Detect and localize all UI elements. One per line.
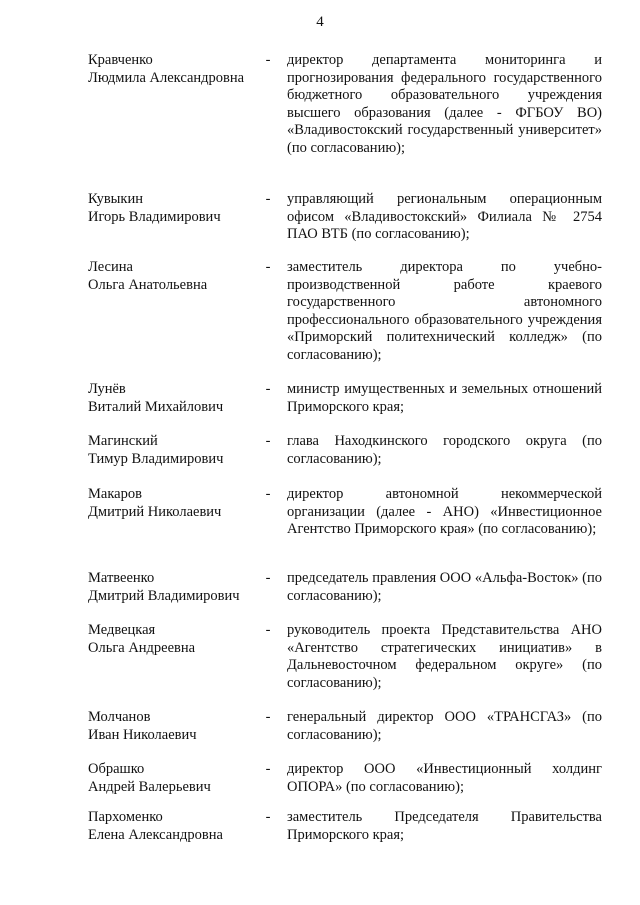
member-position: глава Находкинского городского округа (по согласованию);	[287, 433, 602, 467]
member-dash: -	[265, 570, 271, 586]
member-given-names: Дмитрий Владимирович	[88, 587, 240, 604]
member-name	[88, 259, 258, 294]
member-dash: -	[265, 622, 271, 638]
member-position: управляющий региональным операционным офисом «Владивостокский» Филиала № 2754 ПАО ВТБ (по согласованию);	[287, 191, 602, 242]
member-surname: Молчанов	[88, 709, 151, 725]
member-surname: Пархоменко	[88, 809, 163, 825]
member-dash: -	[265, 486, 271, 502]
member-given-names: Ольга Анатольевна	[88, 276, 208, 293]
member-name	[88, 709, 258, 744]
member-name	[88, 52, 258, 87]
member-name	[88, 381, 258, 416]
member-name	[88, 622, 258, 657]
member-given-names: Людмила Александровна	[88, 69, 245, 86]
member-surname: Магинский	[88, 433, 158, 449]
member-name	[88, 761, 258, 796]
member-position: генеральный директор ООО «ТРАНСГАЗ» (по согласованию);	[287, 709, 602, 743]
member-given-names: Иван Николаевич	[88, 726, 197, 743]
member-name	[88, 570, 258, 605]
member-position: директор автономной некоммерческой организации (далее - АНО) «Инвестиционное Агентство Приморского края» (по согласованию);	[287, 486, 602, 537]
member-name	[88, 433, 258, 468]
member-given-names: Тимур Владимирович	[88, 450, 224, 467]
member-position: заместитель Председателя Правительства Приморского края;	[287, 809, 602, 843]
member-dash: -	[265, 761, 271, 777]
member-given-names: Андрей Валерьевич	[88, 778, 211, 795]
member-surname: Макаров	[88, 486, 142, 502]
member-dash: -	[265, 709, 271, 725]
page-number: 4	[316, 14, 324, 30]
member-dash: -	[265, 52, 271, 68]
member-dash: -	[265, 381, 271, 397]
member-surname: Матвеенко	[88, 570, 155, 586]
member-surname: Лесина	[88, 259, 133, 275]
member-dash: -	[265, 433, 271, 449]
member-given-names: Виталий Михайлович	[88, 398, 224, 415]
member-name	[88, 486, 258, 521]
member-surname: Кувыкин	[88, 191, 143, 207]
member-dash: -	[265, 191, 271, 207]
member-dash: -	[265, 259, 271, 275]
member-position: заместитель директора по учебно-производственной работе краевого государственного автономного профессионального образовательного учреждения «Приморский политехнический колледж» (по согласованию);	[287, 259, 602, 363]
member-dash: -	[265, 809, 271, 825]
member-surname: Обрашко	[88, 761, 145, 777]
member-name	[88, 809, 258, 844]
member-surname: Кравченко	[88, 52, 153, 68]
member-given-names: Елена Александровна	[88, 826, 223, 843]
member-given-names: Дмитрий Николаевич	[88, 503, 222, 520]
member-position: директор департамента мониторинга и прогнозирования федерального государственного бюджетного образовательного учреждения высшего образования (далее - ФГБОУ ВО) «Владивостокский государственный университет» (по согласованию);	[287, 52, 602, 156]
member-surname: Лунёв	[88, 381, 126, 397]
member-given-names: Ольга Андреевна	[88, 639, 196, 656]
member-position: председатель правления ООО «Альфа-Восток» (по согласованию);	[287, 570, 602, 604]
member-surname: Медвецкая	[88, 622, 156, 638]
member-given-names: Игорь Владимирович	[88, 208, 221, 225]
member-position: руководитель проекта Представительства АНО «Агентство стратегических инициатив» в Дальневосточном федеральном округе» (по согласованию);	[287, 622, 602, 691]
member-position: директор ООО «Инвестиционный холдинг ОПОРА» (по согласованию);	[287, 761, 602, 795]
member-position: министр имущественных и земельных отношений Приморского края;	[287, 381, 602, 415]
member-name	[88, 191, 258, 226]
